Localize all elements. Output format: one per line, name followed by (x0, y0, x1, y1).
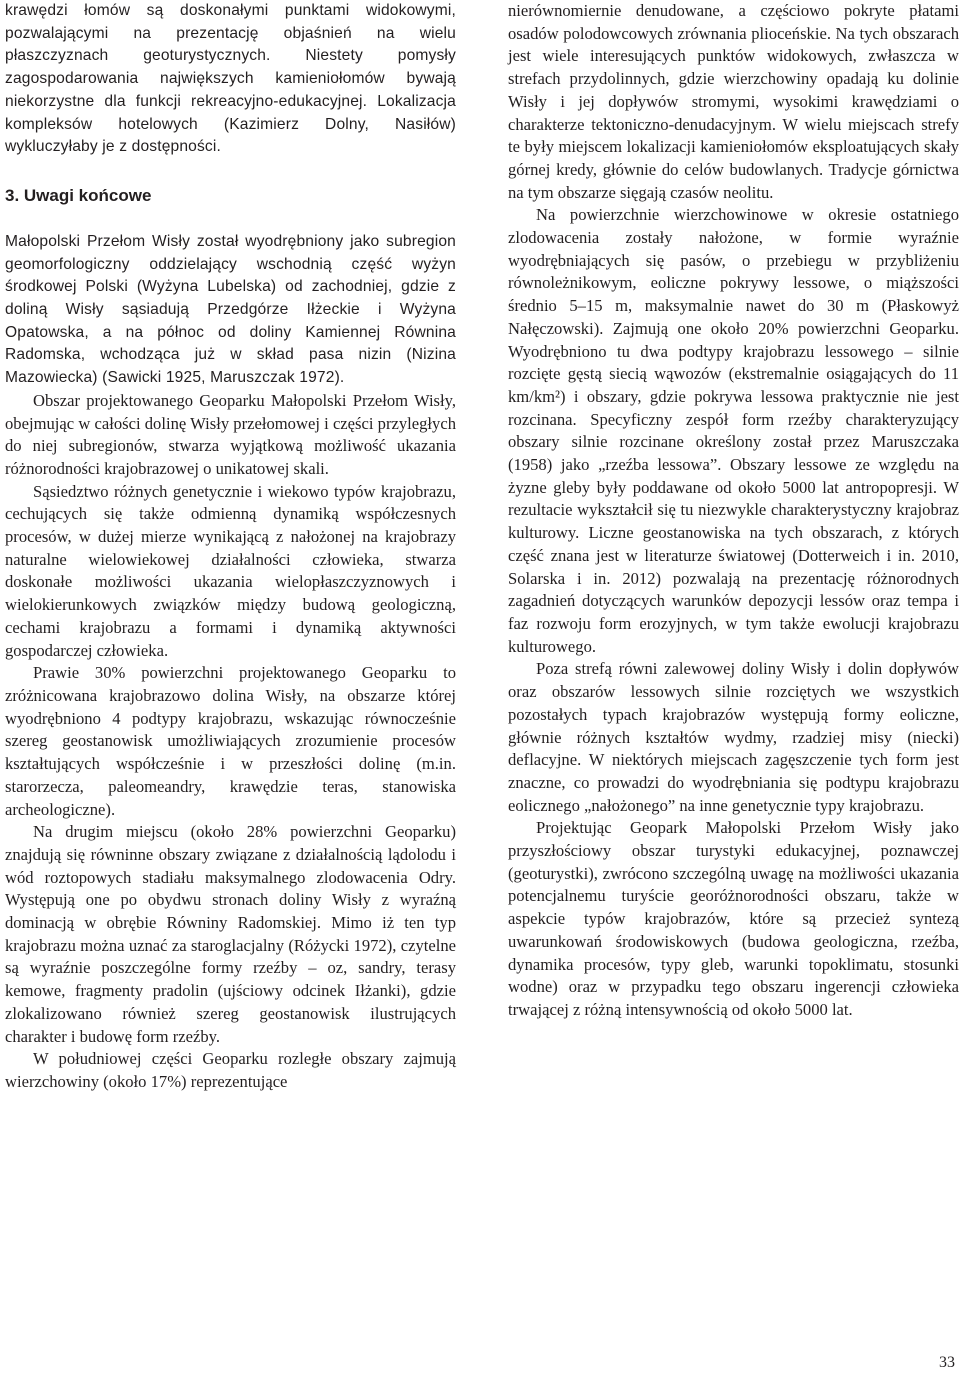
body-paragraph: W południowej części Geoparku rozległe obszary zajmują wierzchowiny (około 17%) reprezentujące (5, 1049, 456, 1091)
body-paragraph: Na drugim miejscu (około 28% powierzchni Geoparku) znajdują się równinne obszary związane z działalnością lądolodu i wód roztopowych stadiału maksymalnego zlodowacenia Odry. Występują one po obydwu stronach doliny Wisły z wyraźną dominacją w obrębie Równiny Radomskiej. Mimo iż ten typ krajobrazu można uznać za staroglacjalny (Różycki 1972), czytelne są wyraźnie poszczególne formy rzeźby – oz, sandry, terasy kemowe, fragmenty pradolin (ujściowy odcinek Iłżanki), gdzie zlokalizowano również szereg geostanowisk ilustrujących charakter i budowę form rzeźby. (5, 822, 456, 1046)
section-heading: 3. Uwagi końcowe (5, 185, 152, 205)
body-paragraph: Małopolski Przełom Wisły został wyodrębniony jako subregion geomorfologiczny oddzielający wschodnią część wyżyn środkowej Polski (Wyżyna Lubelska) od zachodniej, gdzie z doliną Wisły sąsiadują Przedgórze Iłżeckie i Wyżyna Opatowska, a na północ od doliny Kamiennej Równina Radomska, wchodząca już w skład pasa nizin (Nizina Mazowiecka) (Sawicki 1925, Maruszczak 1972). (5, 232, 456, 387)
body-paragraph: Prawie 30% powierzchni projektowanego Geoparku to zróżnicowana krajobrazowo dolina Wisły, na obszarze której wyodrębniono 4 podtypy krajobrazu, wskazując równocześnie szereg geostanowisk umożliwiających zrozumienie procesów kształtujących współcześnie i w przeszłości dolinę (m.in. starorzecza, paleomeandry, krawędzie teras, stanowiska archeologiczne). (5, 663, 456, 819)
body-paragraph: Projektując Geopark Małopolski Przełom Wisły jako przyszłościowy obszar turystyki edukacyjnej, poznawczej (geoturystki), zwrócono szczególną uwagę na możliwości ukazania potencjalnemu turyście georóżnorodności obszaru, także w aspekcie typów krajobrazów, które są przecież syntezą uwarunkowań środowiskowych (budowa geologiczna, rzeźba, dynamika procesów, typy gleb, warunki topoklimatu, stosunki wodne) oraz w przypadku tego obszaru ingerencji człowieka trwającej z różną intensywnością od około 5000 lat. (508, 818, 959, 1019)
body-paragraph: Sąsiedztwo różnych genetycznie i wiekowo typów krajobrazu, cechujących się także odmienną dynamiką współczesnych procesów, w dużej mierze wynikającą z nałożonej na krajobrazy naturalne wielowiekowej działalności człowieka, stwarza doskonałe możliwości ukazania wielopłaszczyznowych i wielokierunkowych związków między budową geologiczną, cechami krajobrazu a formami i dynamiką aktywności gospodarczej człowieka. (5, 481, 456, 660)
page-number: 33 (939, 1354, 955, 1371)
intro-paragraph: krawędzi łomów są doskonałymi punktami widokowymi, pozwalającymi na prezentację objaśnień na wielu płaszczyznach geoturystycznych. Niestety pomysły zagospodarowania największych kamieniołomów bywają niekorzystne dla funkcji rekreacyjno-edukacyjnej. Lokalizacja kompleksów hotelowych (Kazimierz Dolny, Nasiłów) wykluczyłaby je z dostępności. (5, 2, 456, 156)
body-paragraph: nierównomiernie denudowane, a częściowo pokryte płatami osadów polodowcowych zrównania plioceńskie. Na tych obszarach jest wiele interesujących punktów widokowych, zwłaszcza w strefach przydolinnych, gdzie wierzchowiny opadają ku dolinie Wisły i jej dopływów stromymi, wysokimi krawędziami o charakterze tektoniczno-denudacyjnym. W wielu miejscach strefy te były miejscem lokalizacji kamieniołomów eksploatujących skały górnej kredy, głównie do celów budowlanych. Tradycje górnictwa na tym obszarze sięgają czasów neolitu. (508, 1, 959, 202)
right-column (508, 0, 959, 1022)
body-paragraph: Obszar projektowanego Geoparku Małopolski Przełom Wisły, obejmując w całości dolinę Wisły przełomowej i części przyległych do niej subregionów, stwarza wyjątkową możliwość ukazania różnorodności krajobrazowej o unikatowej skali. (5, 390, 456, 478)
left-column (5, 0, 456, 1094)
body-paragraph: Na powierzchnie wierzchowinowe w okresie ostatniego zlodowacenia zostały nałożone, w formie wyraźnie wyodrębniających się pasów, o przebiegu w przybliżeniu równoleżnikowym, eoliczne pokrywy lessowe, o miąższości średnio 5–15 m, maksymalnie nawet do 30 m (Płaskowyż Nałęczowski). Zajmują one około 20% powierzchni Geoparku. Wyodrębniono tu dwa podtypy krajobrazu lessowego – silnie rozcięte gęstą siecią wąwozów (ekstremalnie osiągających do 11 km/km²) i obszary, gdzie pokrywa lessowa praktycznie nie jest rozcinana. Specyficzny zespół form rzeźby charakteryzujący obszary silnie rozcinane określony został przez Maruszczaka (1958) jako „rzeźba lessowa”. Obszary lessowe ze względu na żyzne gleby były poddawane od około 5000 lat antropopresji. W rezultacie wykształcił się tu niezwykle charakterystyczny krajobraz kulturowy. Liczne geostanowiska na tych obszarach, z których część znana jest w literaturze światowej (Dotterweich i in. 2010, Solarska i in. 2012) pozwalają na prezentację różnorodnych zagadnień dotyczących warunków depozycji lessów oraz tempa i faz rozwoju form erozyjnych, w tym także ewolucji krajobrazu kulturowego. (508, 205, 959, 656)
body-paragraph: Poza strefą równi zalewowej doliny Wisły i dolin dopływów oraz obszarów lessowych silnie rozciętych we wszystkich pozostałych typach krajobrazów występują formy eoliczne, głównie różnych kształtów wydmy, rzadziej misy (niecki) deflacyjne. W niektórych miejscach zagęszczenie tych form jest znaczne, co prowadzi do wyodrębniania się podtypu krajobrazu eolicznego „nałożonego” na inne genetycznie typy krajobrazu. (508, 659, 959, 815)
